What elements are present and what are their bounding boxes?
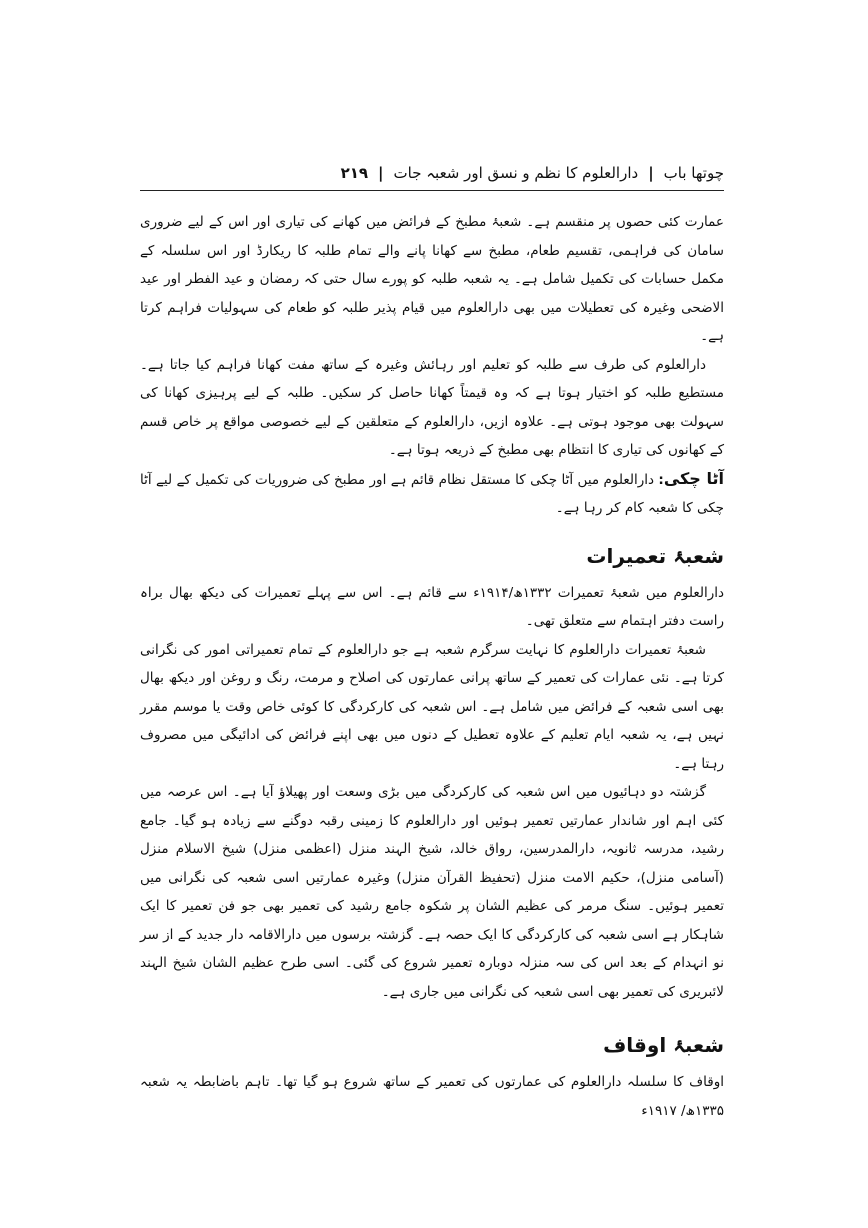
header-separator: | [648,164,654,182]
awqaf-paragraph-1: اوقاف کا سلسلہ دارالعلوم کی عمارتوں کی تعمیر کے ساتھ شروع ہو گیا تھا۔ تاہم باضابطہ یہ شعبہ ۱۳۳۵ھ/ ۱۹۱۷ء [140,1074,724,1119]
chapter-title: دارالعلوم کا نظم و نسق اور شعبہ جات [393,164,639,182]
awqaf-heading: شعبۂ اوقاف [603,1033,724,1057]
page-body [140,208,724,1125]
kitchen-paragraph-2: دارالعلوم کی طرف سے طلبہ کو تعلیم اور رہائش وغیرہ کے ساتھ مفت کھانا فراہم کیا جاتا ہے۔ مستطیع طلبہ کو اختیار ہوتا ہے کہ وہ قیمتاً کھانا حاصل کر سکیں۔ طلبہ کے لیے پرہیزی کھانا کی سہولت بھی موجود ہوتی ہے۔ علاوہ ازیں، دارالعلوم کے متعلقین کے لیے خصوصی مواقع پر خاص قسم کے کھانوں کی تیاری کا انتظام بھی مطبخ کے ذریعہ ہوتا ہے۔ [140,356,724,458]
kitchen-paragraph-1: عمارت کئی حصوں پر منقسم ہے۔ شعبۂ مطبخ کے فرائض میں کھانے کی تیاری اور اس کے لیے ضروری سامان کی فراہمی، تقسیم طعام، مطبخ سے کھانا پانے والے تمام طلبہ کا ریکارڈ اور اس سلسلہ کے مکمل حسابات کی تکمیل شامل ہے۔ یہ شعبہ طلبہ کو پورے سال حتی کہ رمضان و عید الفطر اور عید الاضحی وغیرہ کی تعطیلات میں بھی دارالعلوم میں قیام پذیر طلبہ کو طعام کی سہولیات فراہم کرتا ہے۔ [140,214,724,344]
chapter-label: چوتھا باب [663,164,724,182]
flour-mill-paragraph [140,465,724,523]
construction-paragraph-2: شعبۂ تعمیرات دارالعلوم کا نہایت سرگرم شعبہ ہے جو دارالعلوم کے تمام تعمیراتی امور کی نگرانی کرتا ہے۔ نئی عمارات کی تعمیر کے ساتھ پرانی عمارتوں کی اصلاح و مرمت، رنگ و روغن اور دیکھ بھال بھی اسی شعبہ کے فرائض میں شامل ہے۔ اس شعبہ کی کارکردگی کا کوئی خاص وقت یا موسم مقرر نہیں ہے، یہ شعبہ ایام تعلیم کے علاوہ تعطیل کے دنوں میں بھی اپنے فرائض کی ادائیگی میں مصروف رہتا ہے۔ [140,641,724,772]
running-header [140,160,724,186]
construction-paragraph-3: گزشتہ دو دہائیوں میں اس شعبہ کی کارکردگی میں بڑی وسعت اور پھیلاؤ آیا ہے۔ اس عرصہ میں کئی اہم اور شاندار عمارتیں تعمیر ہوئیں اور دارالعلوم کا زمینی رقبہ دوگنے سے زیادہ ہو گیا۔ جامع رشید، مدرسہ ثانویہ، دارالمدرسین، رواق خالد، شیخ الہند منزل (اعظمی منزل) شیخ الاسلام منزل (آسامی منزل)، حکیم الامت منزل (تحفیظ القرآن منزل) وغیرہ عمارتیں اسی شعبہ کی نگرانی میں تعمیر ہوئیں۔ سنگ مرمر کی عظیم الشان پر شکوہ جامع رشید کی تعمیر بھی جو فن تعمیر کا ایک شاہکار ہے اسی شعبہ کی کارکردگی کا ایک حصہ ہے۔ گزشتہ برسوں میں دارالاقامہ دار جدید کے از سر نو انہدام کے بعد اس کی سہ منزلہ دوبارہ تعمیر شروع کی گئی۔ اسی طرح عظیم الشان شیخ الہند لائبریری کی تعمیر بھی اسی شعبہ کی نگرانی میں جاری ہے۔ [140,784,724,1000]
flour-mill-text: دارالعلوم میں آٹا چکی کا مستقل نظام قائم ہے اور مطبخ کی ضروریات کی تکمیل کے لیے آٹا چکی کا شعبہ کام کر رہا ہے۔ [140,471,724,516]
flour-mill-term: آٹا چکی [663,468,725,488]
construction-paragraph-1: دارالعلوم میں شعبۂ تعمیرات ۱۳۳۲ھ/۱۹۱۴ء سے قائم ہے۔ اس سے پہلے تعمیرات کی دیکھ بھال براہ راست دفتر اہتمام سے متعلق تھی۔ [140,584,724,629]
construction-heading: شعبۂ تعمیرات [586,543,724,568]
header-separator-2: | [378,164,384,182]
flour-mill-colon: : [658,471,664,488]
page-number: ۲۱۹ [340,164,369,182]
header-rule [140,190,724,191]
